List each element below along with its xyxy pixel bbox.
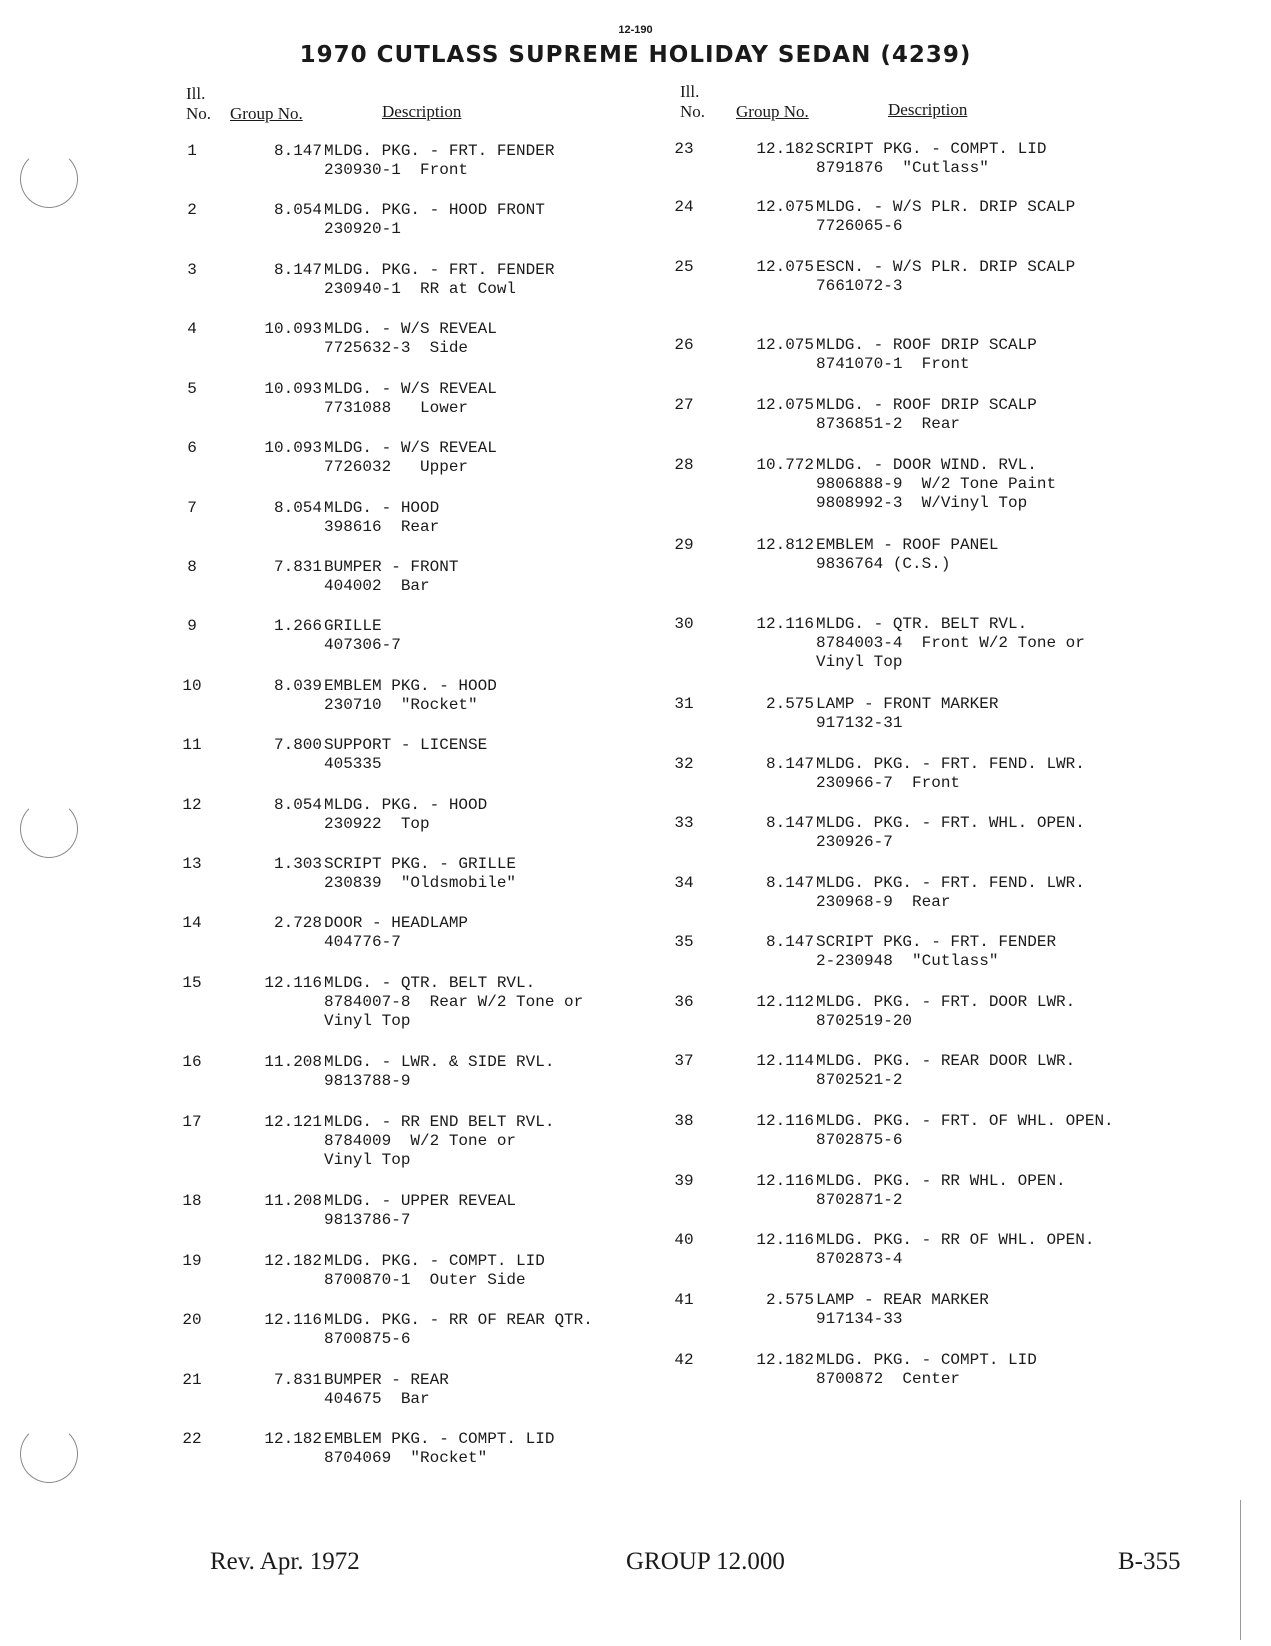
description-line: MLDG. - W/S PLR. DRIP SCALP bbox=[816, 198, 1076, 216]
description-line: MLDG. - W/S REVEAL bbox=[324, 320, 497, 338]
description bbox=[324, 142, 684, 180]
ill-number: 40 bbox=[674, 1231, 694, 1249]
group-number: 8.147 bbox=[273, 142, 322, 160]
ill-number: 38 bbox=[674, 1112, 694, 1130]
description-line: MLDG. PKG. - COMPT. LID bbox=[324, 1252, 545, 1270]
description-line: 230839 "Oldsmobile" bbox=[324, 874, 517, 892]
description bbox=[324, 1113, 684, 1170]
description bbox=[324, 320, 684, 358]
group-number: 12.075 bbox=[756, 198, 814, 216]
description-line: 404675 Bar bbox=[324, 1390, 430, 1408]
header-group-no-right: Group No. bbox=[736, 102, 809, 121]
ill-number: 32 bbox=[674, 755, 694, 773]
description-line: 8784003-4 Front W/2 Tone or bbox=[816, 634, 1085, 652]
group-number: 8.054 bbox=[273, 796, 322, 814]
description-line: MLDG. - LWR. & SIDE RVL. bbox=[324, 1053, 555, 1071]
description-line: 230940-1 RR at Cowl bbox=[324, 280, 517, 298]
description-line: 8784007-8 Rear W/2 Tone or bbox=[324, 993, 584, 1011]
description-line: MLDG. PKG. - RR WHL. OPEN. bbox=[816, 1172, 1066, 1190]
description-line: 9813786-7 bbox=[324, 1211, 411, 1229]
description-line: LAMP - REAR MARKER bbox=[816, 1291, 989, 1309]
description bbox=[324, 1430, 684, 1468]
ill-number: 5 bbox=[187, 380, 197, 398]
ill-number: 2 bbox=[187, 201, 197, 219]
description bbox=[816, 456, 1176, 513]
description-line: 230926-7 bbox=[816, 833, 893, 851]
description bbox=[324, 1053, 684, 1091]
description-line: MLDG. PKG. - FRT. WHL. OPEN. bbox=[816, 814, 1085, 832]
description-line: EMBLEM PKG. - HOOD bbox=[324, 677, 497, 695]
description bbox=[324, 1192, 684, 1230]
ill-number: 27 bbox=[674, 396, 694, 414]
group-number: 12.112 bbox=[756, 993, 814, 1011]
description bbox=[816, 755, 1176, 793]
description bbox=[816, 615, 1176, 672]
ill-number: 24 bbox=[674, 198, 694, 216]
description-line: MLDG. - RR END BELT RVL. bbox=[324, 1113, 555, 1131]
group-number: 12.182 bbox=[756, 140, 814, 158]
ill-number: 33 bbox=[674, 814, 694, 832]
description bbox=[816, 1052, 1176, 1090]
ill-number: 34 bbox=[674, 874, 694, 892]
header-group-no-left: Group No. bbox=[230, 104, 303, 123]
ill-number: 9 bbox=[187, 617, 197, 635]
description-line: EMBLEM PKG. - COMPT. LID bbox=[324, 1430, 555, 1448]
description-line: 230968-9 Rear bbox=[816, 893, 951, 911]
page-title: 1970 CUTLASS SUPREME HOLIDAY SEDAN (4239) bbox=[299, 42, 972, 68]
description-line: SCRIPT PKG. - GRILLE bbox=[324, 855, 517, 873]
description-line: 230710 "Rocket" bbox=[324, 696, 478, 714]
group-number: 10.093 bbox=[264, 320, 322, 338]
description bbox=[816, 814, 1176, 852]
description-line: SUPPORT - LICENSE bbox=[324, 736, 488, 754]
group-number: 12.116 bbox=[756, 1231, 814, 1249]
ill-number: 39 bbox=[674, 1172, 694, 1190]
group-number: 8.147 bbox=[765, 874, 814, 892]
group-number: 7.831 bbox=[273, 1371, 322, 1389]
ill-number: 19 bbox=[182, 1252, 202, 1270]
ill-number: 37 bbox=[674, 1052, 694, 1070]
group-number: 10.093 bbox=[264, 380, 322, 398]
description-line: MLDG. - ROOF DRIP SCALP bbox=[816, 336, 1037, 354]
description-line: MLDG. PKG. - FRT. FEND. LWR. bbox=[816, 874, 1085, 892]
description-line: 230966-7 Front bbox=[816, 774, 961, 792]
description-line: 8702871-2 bbox=[816, 1191, 903, 1209]
description bbox=[324, 1371, 684, 1409]
group-number: 2.575 bbox=[765, 695, 814, 713]
group-number: 2.575 bbox=[765, 1291, 814, 1309]
description-line: 9808992-3 W/Vinyl Top bbox=[816, 494, 1028, 512]
description-line: 8702521-2 bbox=[816, 1071, 903, 1089]
group-number: 12.075 bbox=[756, 258, 814, 276]
ill-number: 1 bbox=[187, 142, 197, 160]
description-line: SCRIPT PKG. - FRT. FENDER bbox=[816, 933, 1057, 951]
description-line: 8704069 "Rocket" bbox=[324, 1449, 488, 1467]
group-number: 12.812 bbox=[756, 536, 814, 554]
description-line: 7661072-3 bbox=[816, 277, 903, 295]
header-description-left: Description bbox=[382, 102, 462, 121]
ill-number: 41 bbox=[674, 1291, 694, 1309]
description-line: 398616 Rear bbox=[324, 518, 440, 536]
group-number: 12.114 bbox=[756, 1052, 814, 1070]
ill-number: 22 bbox=[182, 1430, 202, 1448]
group-number: 8.039 bbox=[273, 677, 322, 695]
header-description-right: Description bbox=[888, 100, 968, 119]
description-line: MLDG. - W/S REVEAL bbox=[324, 380, 497, 398]
description-line: 9806888-9 W/2 Tone Paint bbox=[816, 475, 1057, 493]
description-line: 917132-31 bbox=[816, 714, 903, 732]
group-number: 8.054 bbox=[273, 201, 322, 219]
ill-number: 6 bbox=[187, 439, 197, 457]
description bbox=[324, 261, 684, 299]
description-line: Vinyl Top bbox=[324, 1151, 411, 1169]
ill-number: 21 bbox=[182, 1371, 202, 1389]
group-number: 10.772 bbox=[756, 456, 814, 474]
description bbox=[324, 380, 684, 418]
group-number: 12.116 bbox=[264, 974, 322, 992]
description-line: MLDG. - QTR. BELT RVL. bbox=[816, 615, 1028, 633]
description bbox=[816, 258, 1176, 296]
group-number: 12.116 bbox=[756, 615, 814, 633]
description bbox=[816, 1172, 1176, 1210]
description-line: BUMPER - REAR bbox=[324, 1371, 449, 1389]
description-line: MLDG. PKG. - REAR DOOR LWR. bbox=[816, 1052, 1076, 1070]
ill-number: 25 bbox=[674, 258, 694, 276]
description-line: EMBLEM - ROOF PANEL bbox=[816, 536, 999, 554]
description-line: 8700872 Center bbox=[816, 1370, 961, 1388]
description bbox=[816, 536, 1176, 574]
ill-number: 7 bbox=[187, 499, 197, 517]
description-line: 917134-33 bbox=[816, 1310, 903, 1328]
description-line: 230920-1 bbox=[324, 220, 401, 238]
ill-number: 14 bbox=[182, 914, 202, 932]
ill-number: 28 bbox=[674, 456, 694, 474]
description-line: MLDG. - UPPER REVEAL bbox=[324, 1192, 517, 1210]
group-number: 11.208 bbox=[264, 1053, 322, 1071]
group-number: 11.208 bbox=[264, 1192, 322, 1210]
description-line: MLDG. PKG. - COMPT. LID bbox=[816, 1351, 1037, 1369]
description bbox=[324, 796, 684, 834]
header-ill-no-left: Ill. No. bbox=[186, 84, 212, 123]
ill-number: 3 bbox=[187, 261, 197, 279]
ill-number: 11 bbox=[182, 736, 202, 754]
ill-number: 20 bbox=[182, 1311, 202, 1329]
ill-number: 17 bbox=[182, 1113, 202, 1131]
description bbox=[816, 993, 1176, 1031]
description-line: DOOR - HEADLAMP bbox=[324, 914, 469, 932]
description bbox=[324, 1252, 684, 1290]
description bbox=[816, 1112, 1176, 1150]
group-number: 12.121 bbox=[264, 1113, 322, 1131]
description-line: MLDG. PKG. - FRT. DOOR LWR. bbox=[816, 993, 1076, 1011]
description bbox=[324, 736, 684, 774]
ill-number: 31 bbox=[674, 695, 694, 713]
description bbox=[816, 933, 1176, 971]
group-number: 12.116 bbox=[756, 1112, 814, 1130]
description-line: 407306-7 bbox=[324, 636, 401, 654]
description-line: MLDG. PKG. - RR OF REAR QTR. bbox=[324, 1311, 593, 1329]
ill-number: 4 bbox=[187, 320, 197, 338]
description-line: BUMPER - FRONT bbox=[324, 558, 459, 576]
description-line: LAMP - FRONT MARKER bbox=[816, 695, 999, 713]
description-line: 7725632-3 Side bbox=[324, 339, 469, 357]
description-line: 9813788-9 bbox=[324, 1072, 411, 1090]
description-line: MLDG. - ROOF DRIP SCALP bbox=[816, 396, 1037, 414]
ill-number: 18 bbox=[182, 1192, 202, 1210]
description-line: 8791876 "Cutlass" bbox=[816, 159, 989, 177]
description bbox=[816, 1291, 1176, 1329]
group-number: 12.075 bbox=[756, 336, 814, 354]
description bbox=[816, 396, 1176, 434]
description-line: MLDG. PKG. - FRT. FENDER bbox=[324, 142, 555, 160]
footer-group: GROUP 12.000 bbox=[626, 1548, 785, 1575]
ill-number: 13 bbox=[182, 855, 202, 873]
group-number: 8.147 bbox=[273, 261, 322, 279]
description bbox=[816, 695, 1176, 733]
ill-number: 29 bbox=[674, 536, 694, 554]
description-line: MLDG. - W/S REVEAL bbox=[324, 439, 497, 457]
description-line: 405335 bbox=[324, 755, 382, 773]
description-line: 7726065-6 bbox=[816, 217, 903, 235]
description-line: 8700870-1 Outer Side bbox=[324, 1271, 526, 1289]
ill-number: 30 bbox=[674, 615, 694, 633]
footer-revision: Rev. Apr. 1972 bbox=[210, 1548, 360, 1575]
ill-number: 12 bbox=[182, 796, 202, 814]
description-line: Vinyl Top bbox=[324, 1012, 411, 1030]
description-line: 8736851-2 Rear bbox=[816, 415, 961, 433]
ill-number: 23 bbox=[674, 140, 694, 158]
group-number: 12.182 bbox=[264, 1252, 322, 1270]
group-number: 12.075 bbox=[756, 396, 814, 414]
description bbox=[816, 1231, 1176, 1269]
ill-number: 10 bbox=[182, 677, 202, 695]
description-line: 2-230948 "Cutlass" bbox=[816, 952, 999, 970]
description-line: ESCN. - W/S PLR. DRIP SCALP bbox=[816, 258, 1076, 276]
group-number: 8.147 bbox=[765, 755, 814, 773]
description bbox=[816, 140, 1176, 178]
ill-number: 36 bbox=[674, 993, 694, 1011]
ill-number: 26 bbox=[674, 336, 694, 354]
description-line: 8702519-20 bbox=[816, 1012, 913, 1030]
description-line: 230930-1 Front bbox=[324, 161, 469, 179]
description-line: MLDG. - HOOD bbox=[324, 499, 440, 517]
group-number: 12.182 bbox=[264, 1430, 322, 1448]
group-number: 8.054 bbox=[273, 499, 322, 517]
description bbox=[816, 874, 1176, 912]
group-number: 7.831 bbox=[273, 558, 322, 576]
description-line: 7731088 Lower bbox=[324, 399, 469, 417]
description bbox=[816, 1351, 1176, 1389]
description bbox=[324, 499, 684, 537]
description-line: 8784009 W/2 Tone or bbox=[324, 1132, 517, 1150]
description-line: Vinyl Top bbox=[816, 653, 903, 671]
description bbox=[324, 677, 684, 715]
footer-page: B-355 bbox=[1118, 1548, 1181, 1575]
description bbox=[816, 198, 1176, 236]
description-line: 8702873-4 bbox=[816, 1250, 903, 1268]
description-line: 7726032 Upper bbox=[324, 458, 469, 476]
description-line: 404776-7 bbox=[324, 933, 401, 951]
description bbox=[816, 336, 1176, 374]
description-line: 8700875-6 bbox=[324, 1330, 411, 1348]
description bbox=[324, 617, 684, 655]
description bbox=[324, 1311, 684, 1349]
description bbox=[324, 439, 684, 477]
description-line: MLDG. PKG. - RR OF WHL. OPEN. bbox=[816, 1231, 1095, 1249]
binder-hole-middle bbox=[20, 800, 78, 858]
group-number: 8.147 bbox=[765, 933, 814, 951]
description-line: 230922 Top bbox=[324, 815, 430, 833]
group-number: 1.303 bbox=[273, 855, 322, 873]
ill-number: 15 bbox=[182, 974, 202, 992]
header-ill-no-right: Ill. No. bbox=[680, 82, 706, 121]
ill-number: 42 bbox=[674, 1351, 694, 1369]
description bbox=[324, 201, 684, 239]
group-number: 10.093 bbox=[264, 439, 322, 457]
ill-number: 8 bbox=[187, 558, 197, 576]
description-line: MLDG. PKG. - FRT. FENDER bbox=[324, 261, 555, 279]
description-line: 8741070-1 Front bbox=[816, 355, 970, 373]
group-number: 12.182 bbox=[756, 1351, 814, 1369]
description bbox=[324, 974, 684, 1031]
binder-hole-top bbox=[20, 150, 78, 208]
binder-hole-bottom bbox=[20, 1425, 78, 1483]
description-line: GRILLE bbox=[324, 617, 382, 635]
group-number: 7.800 bbox=[273, 736, 322, 754]
ill-number: 16 bbox=[182, 1053, 202, 1071]
description-line: MLDG. - DOOR WIND. RVL. bbox=[816, 456, 1037, 474]
description-line: MLDG. PKG. - FRT. FEND. LWR. bbox=[816, 755, 1085, 773]
group-number: 12.116 bbox=[264, 1311, 322, 1329]
page-edge-line bbox=[1240, 1500, 1241, 1640]
description-line: SCRIPT PKG. - COMPT. LID bbox=[816, 140, 1047, 158]
description-line: MLDG. PKG. - HOOD bbox=[324, 796, 488, 814]
page-number: 12-190 bbox=[618, 24, 653, 36]
group-number: 8.147 bbox=[765, 814, 814, 832]
description bbox=[324, 558, 684, 596]
description bbox=[324, 855, 684, 893]
description-line: 9836764 (C.S.) bbox=[816, 555, 951, 573]
group-number: 2.728 bbox=[273, 914, 322, 932]
description bbox=[324, 914, 684, 952]
description-line: MLDG. PKG. - FRT. OF WHL. OPEN. bbox=[816, 1112, 1114, 1130]
group-number: 1.266 bbox=[273, 617, 322, 635]
description-line: MLDG. PKG. - HOOD FRONT bbox=[324, 201, 545, 219]
description-line: 404002 Bar bbox=[324, 577, 430, 595]
description-line: 8702875-6 bbox=[816, 1131, 903, 1149]
ill-number: 35 bbox=[674, 933, 694, 951]
group-number: 12.116 bbox=[756, 1172, 814, 1190]
description-line: MLDG. - QTR. BELT RVL. bbox=[324, 974, 536, 992]
